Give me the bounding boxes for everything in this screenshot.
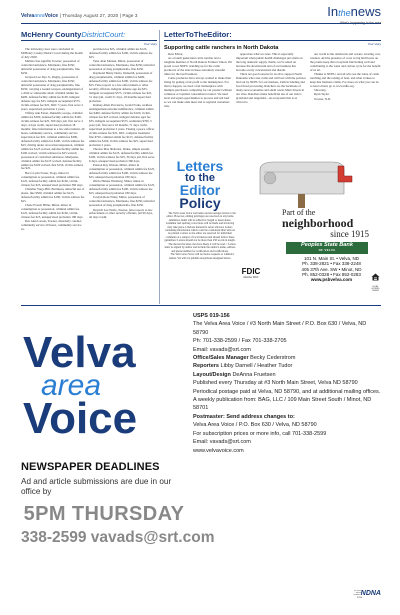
ndna-caption: an award-winning member of NDNA <box>353 590 362 599</box>
usps-number: USPS 019-156 <box>193 313 230 319</box>
bank-ad <box>240 160 381 300</box>
layout-design-name: DeAnna Fruetsen <box>232 371 276 378</box>
office-manager-label: Office/Sales Manager <box>193 355 249 362</box>
bank-website[interactable]: www.psbvelva.com <box>310 277 353 283</box>
masthead-logo <box>21 13 138 19</box>
letter-paragraph: Cattle producers have always wanted to make their living by getting a fair profit to the marketplace. For that to happen, we need a fair marketplace with multiple purchasers competing for our product without collusion or lopsided consolidated control. We need level and equal opportunities to process and sell beef so we can make ends meet and to regional customers who <box>164 76 232 108</box>
info-line-5: Periodical postage paid at Velva, ND 58790, and at additional mailing offices. <box>193 388 381 395</box>
letter-column-3 <box>310 53 381 153</box>
info-line-10: www.velvavoice.com <box>193 447 244 454</box>
court-case-paragraph: pervision fee $25, criminal admin fee $125, defense/facility admin fee $100, victim-witness fee $25. <box>89 48 153 59</box>
bank-phone-velva: Ph. 338-2821 • Fax 338-2248 <box>302 261 361 267</box>
bank-sub: OF VELVA <box>318 248 336 252</box>
news-title-the: the <box>338 8 351 18</box>
court-case-paragraph: Melissa Sue Agnifili, Towner; possession of controlled substance, Marijuana, fine $250; unlawful possession of drug paraphernalia, fine $250. <box>21 59 80 76</box>
deadlines-contact: 338-2599 vavads@srt.com <box>21 529 215 546</box>
ndna-badge <box>352 588 381 600</box>
letters-word: Letters <box>176 158 224 174</box>
letters-policy-box <box>164 160 236 300</box>
logo-area: area <box>34 13 45 19</box>
publication-info <box>193 312 381 602</box>
letter-paragraph: There are good reasons for us all to support North Dakotans who raise cattle and will best with the policies laid out by NDFU for our markets, truth in labeling and food freed processing. Ranchers are the backbone of many rural economies and small towns Main Streets in our state. Ranchers make beneficial use of our state's grassland and rangeland—an ecosystem that is as critical to <box>236 72 306 104</box>
county-column-2 <box>89 48 155 308</box>
court-case-paragraph: The following cases were concluded in McHenry County District Court during the month of July 2020: <box>21 48 83 59</box>
letters-policy-title <box>164 160 236 210</box>
court-case-paragraph: Deyrich Lee Wolfe, Towner, false reports to law enforcement or other security officials, jail 90 days, 42 days credit. <box>89 207 153 220</box>
bank-since: since 1915 <box>330 229 369 239</box>
info-line-6: A weekly publication from: BAG, LLC / 109 Main Street South / Minot, ND 58701 <box>193 397 372 412</box>
letter-headline: Supporting cattle ranchers in North Dakota <box>164 45 279 51</box>
letter-paragraph: Sincerely, <box>314 88 327 93</box>
fdic-logo <box>240 268 262 279</box>
equal-housing-lender-icon <box>370 268 381 292</box>
news-title-in: In <box>327 4 339 19</box>
bank-slogan <box>282 208 381 239</box>
info-line-2: Ph: 701-338-2599 / Fax 701-338-2705 <box>193 338 287 345</box>
bank-contact <box>282 256 381 282</box>
letter-column-1 <box>164 53 232 153</box>
letter-header: LetterToTheEditor: <box>164 30 232 39</box>
layout-design-label: Layout/Design <box>193 371 231 378</box>
reporters <box>193 362 381 370</box>
letters-policy-text <box>164 212 236 300</box>
bank-phone-minot: Ph. 852-0328 • Fax 852-0283 <box>302 271 361 277</box>
policy-word: Policy <box>179 195 221 211</box>
policy-paragraph: The Velva Area Voice will not honor requests to withhold names. We will not publish anonymous/unsigned letters. <box>168 253 234 260</box>
ndna-logo: NDNA <box>360 590 381 597</box>
deadlines-logo-area: area <box>41 369 102 402</box>
court-case-paragraph: Olivia Helene Weisberg, Minot, minor in consumption or possession, criminal admin fee $125, defense/facility admin fee $100, victim-witness fee $25, unsupervised probation 180 days. <box>89 179 155 196</box>
court-case-paragraph: Preston Ray Watson, Minot, minor in consumption or possession, criminal admin fee $125, defense/facility admin fee $100, victim-witness fee $25, unsupervised probation 180 days. <box>89 163 155 179</box>
masthead <box>21 4 381 28</box>
info-line-4: Published every Thursday at #3 North Main Street, Velva ND 58790 <box>193 380 358 387</box>
court-case-paragraph: Rodney Allen Provencio, Grand Forks, reckless endangerment-extreme indifference, criminal admin fee $400, defense/facility admin fee $100, victim-witness fee $25 waived, indigent defense appl fee $35, indigent recoupment $575, restitution $700, 5 years jail, first serve 18 months, 71 days credit, supervised probation 2 years. Fleeing a peace officer victim-witness fee $25, DUI, complete treatment, fine $750, criminal admin fee $125, defense/facility admin fee $100, victim-witness fee $25, supervised probation 2 years. <box>89 103 155 147</box>
house-icon <box>371 273 380 281</box>
office-manager <box>193 354 381 362</box>
reporters-label: Reporters <box>193 363 219 370</box>
logo-voice: Voice <box>44 13 59 19</box>
bank-address-minot: 405 37th Ave. SW • Minot, ND <box>301 266 362 272</box>
deadlines-logo <box>21 328 187 443</box>
policy-paragraph: The shorter the letter, the more likely it will be read. • Letters must be signed by author and include the author's name, address and phone number for verification and verifications. <box>164 242 236 253</box>
logo-velva: Velva <box>21 13 35 19</box>
equal-housing-text: EQUAL HOUSING LENDER <box>371 286 380 292</box>
letter-your-story: Your story <box>367 41 381 46</box>
court-case-paragraph: Raymond Henry Ouzts, Dunseith, possession of drug paraphernalia, criminal admin fee $400, defense/facility admin fee $100, victim-witness fee $25. False reports to a law enforcement or other security officials, indigent defense app fee $35, indigent recoupment $575, victim-witness fee $25, 51 days jail, credit 51 days, 18 months supervised probation. <box>89 71 153 103</box>
in-the-news-title <box>327 5 381 20</box>
court-case-paragraph: Chandler Vargo Hill, Bottineau, unlawful use of plates, fine $500, criminal admin fee $125, defense/facility admin fee $100, victim-witness fee $25. <box>21 186 85 203</box>
news-title-news: news <box>350 4 381 19</box>
letter-paragraph: Towner, N.D. <box>314 96 331 101</box>
bank-address-velva: 101 N. Main St. • Velva, ND <box>303 256 360 261</box>
bank-logo <box>286 242 368 254</box>
editor-word: Editor <box>179 182 221 198</box>
info-line-7: Velva Area Voice / P.O. Box 630 / Velva, ND 58790 <box>193 422 317 429</box>
county-header-rule <box>21 40 157 41</box>
info-line-1: The Velva Area Voice / #3 North Main Street / P.O. Box 630 / Velva, ND 58790 <box>193 321 367 336</box>
info-line-9: Email: vavads@srt.com <box>193 439 251 446</box>
letter-paragraph: Ryan Taylor <box>314 92 330 97</box>
letter-header-rule <box>164 40 381 41</box>
county-header-district: District <box>81 30 105 39</box>
deadlines-text: Ad and article submissions are due in our office by <box>21 477 172 496</box>
letter-paragraph: As a fourth generation cattle rancher and a longtime member of North Dakota Farmers Union, I'm proud to see NDFU standing up for the cattle producers of the state in these extremely stressful times for the beef business. <box>164 56 232 77</box>
deadlines-time: 5PM THURSDAY <box>23 503 185 525</box>
date-line: | Thursday August 27, 2020 | Page 3 <box>59 13 138 18</box>
court-case-paragraph: Jocelyn Rose Wiley, Minot, possession of controlled substance, Marijuana, fine $250; unlawful possession of drug paraphernalia, fine $250. <box>89 195 155 208</box>
county-your-story: Your story <box>143 41 157 46</box>
court-case-paragraph: Chase Everett Hiller, Minot, minor in consumption or possession, criminal admin fee $125, defense/facility admin fee $100, victim-witness fee $25, unsupervised probation 180 days. <box>21 202 84 219</box>
county-header-mchenry: McHenry County <box>21 30 82 39</box>
masthead-rule <box>21 23 381 24</box>
letter-paragraph: appreciate what we raise. This is especially important when public health challenges put strain on the long domestic supply chains, we've relied on because the downstream end of our business has become overly concentrated and distant. <box>236 53 303 72</box>
letter-paragraph: Dear Editor, <box>168 53 184 56</box>
fdic-mark: FDIC <box>241 267 261 276</box>
deadlines-logo-velva: Velva <box>23 328 136 377</box>
court-case-paragraph: Grayson Lee Dye Jr., Rugby, possession of controlled substance, Marijuana, fine $250; unlawful possession of drug paraphernalia, fine $250; carrying a loaded weapon, endangerment of a child or vulnerable adult; criminal admin fee $400, defense/facility admin fee $100, indigent defense app fee $35, indigent recoupment $575, victim-witness fee $25, DOC 5 years, first serve 2 years, supervised probation 2 years. <box>21 75 84 111</box>
court-case-paragraph: Tyler Alan Matzen, Minot, possession of controlled substance, Marijuana, fine $250; unlawful possession of drug paraphernalia, fine $250. <box>89 59 155 72</box>
office-manager-name: Becky Cederstrom <box>250 355 296 362</box>
bank-part-of: Part of the <box>282 208 316 217</box>
deadlines-logo-voice: Voice <box>23 394 138 443</box>
policy-paragraph: The Velva Area Voice welcomes and encourages letters to the editor. However, editing privileges are reserved on any items submitted. Items will be edited for length or usual abuse. Grammar and spelling corrections will be made and involving may take place. Libelous material is never allowed. Letters containing information which could be considered libel will not be printed. Letters to the editor are reserved for individual comment on a subject of local interest and should follow these guidelines: Letters should not be more than 250 words in length. <box>164 212 236 243</box>
court-case-paragraph: Rex Alan Larson, Towner, disorderly conduct, community service 20 hours, community service su- <box>21 219 83 231</box>
county-header-court: Court: <box>104 30 126 39</box>
postmaster: Postmaster: Send address changes to: <box>193 413 295 420</box>
to-the-word: to the <box>185 172 215 184</box>
member-fdic: Member FDIC <box>243 276 259 279</box>
deadlines-banner: NEWSPAPER DEADLINES <box>21 461 160 473</box>
bank-name: Peoples State Bank <box>301 242 353 248</box>
letter-column-2 <box>236 53 306 153</box>
layout-design <box>193 371 381 379</box>
reporters-name: Libby Darnell / Heather Tudor <box>220 363 293 370</box>
mailbox-illustration <box>240 160 381 208</box>
court-case-paragraph: Theresa Mae Shabolez, Drake, simple assault, criminal admin fee $125, defense/facility admin fee $100, victim-witness fee $25, 30 days jail, first serve 6 days, unsupervised probation 360 days. <box>89 147 155 163</box>
mid-rule <box>21 305 381 306</box>
vertical-divider <box>159 30 160 304</box>
county-column-1 <box>21 48 85 308</box>
court-case-paragraph: Tiffany Ann Eaton, Dunseith; escape, criminal admin fee $300, defense/facility admin fee $100, victim-witness fee $25, 360 days jail, first serve 4 days, 4 days credit, supervised probation 18 months; false information to a law enforcement, 40 hours community service, community service supervision fee $25, criminal admin fee $300, defense/facility admin fee $100, victim-witness fee $25; driving under revocation/suspension, criminal admin fee $125 waived, defense/facility admin fee $100 waived, victim-witness fee $25 waived; possession of controlled substance, Marijuana, criminal admin fee $125 waived, defense/facility admin fee $100 waived, fine $150, victim-witness fee $25. <box>21 111 85 171</box>
court-case-paragraph: Becca Lynn Foster, Tioga, minor in consumption or possession, criminal admin fee $125, defense/facility admin fee $100, victim-witness fee $25, unsupervised probation 360 days. <box>21 170 84 187</box>
info-line-3: Email: vavads@srt.com <box>193 346 251 353</box>
bank-neighborhood: neighborhood <box>282 216 354 230</box>
letter-paragraph: Thanks to NDFU, and all who see the value of cattle ranching and the raising of beef, and what it takes to keep that business viable. For more on what you can do to lend a hand, go to www.ndfu.org. <box>310 72 380 88</box>
letter-paragraph: our world as the rainforests and oceans. Grazing, rest, rotation, and the presence of cows as big herbivores on the prairie keep that ecosystem functioning well and contributing to the water and carbon cycle for the benefit of us all. <box>310 53 381 72</box>
info-line-8: For subscription prices or more info, call 701-338-2599 <box>193 430 327 437</box>
